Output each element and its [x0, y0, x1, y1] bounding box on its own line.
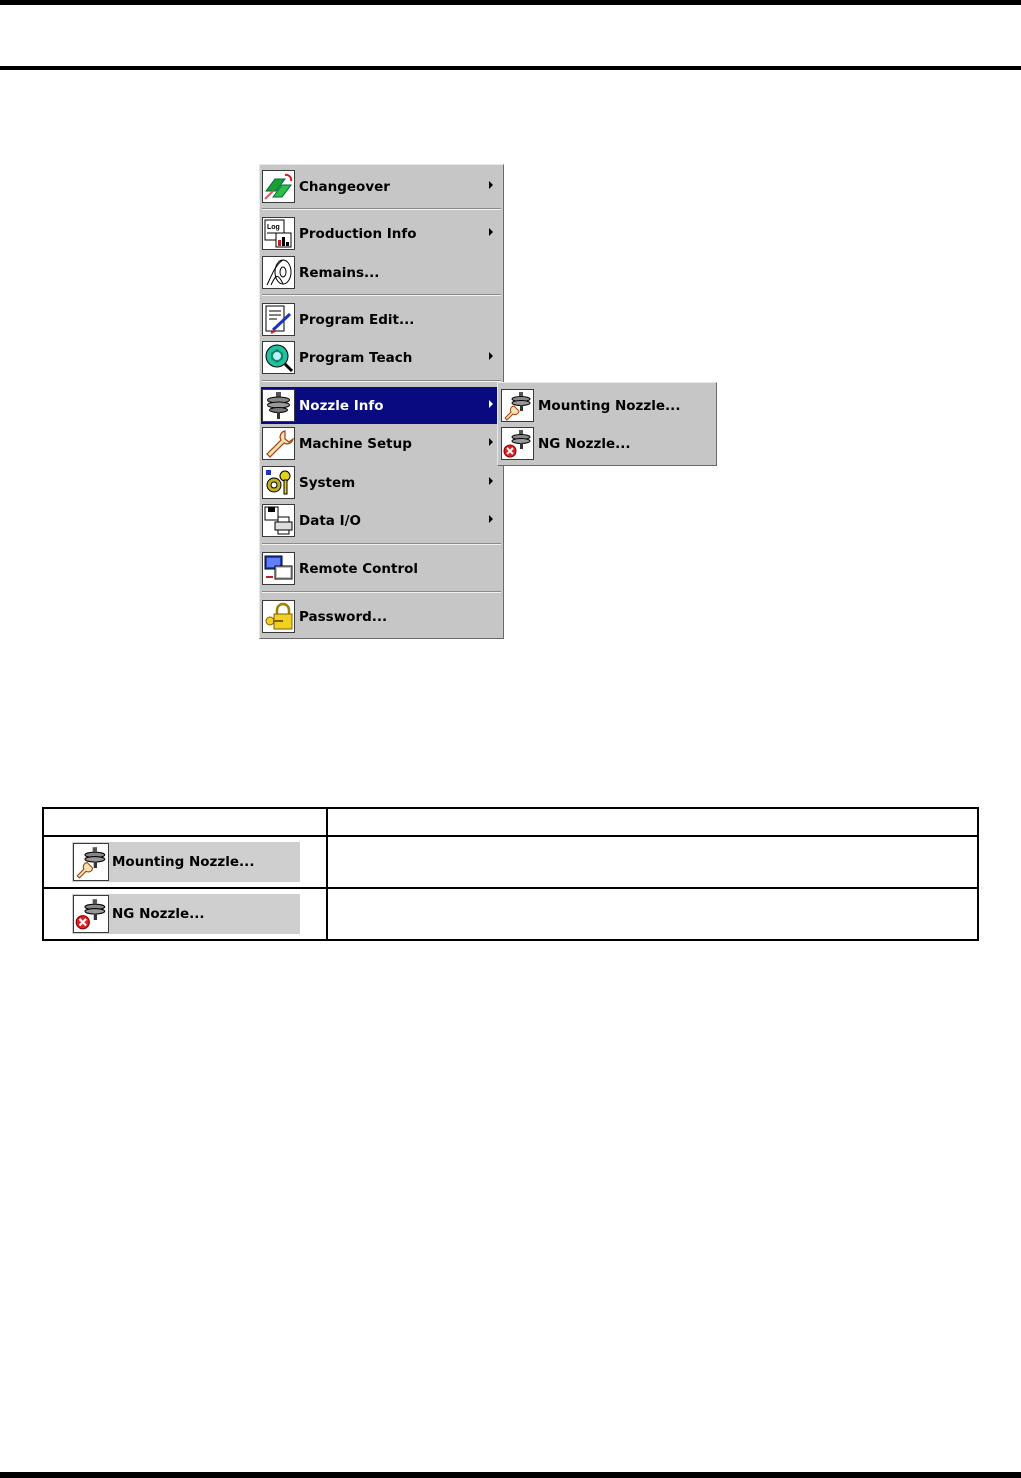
submenu-arrow-icon — [489, 477, 493, 485]
password-icon — [262, 600, 295, 633]
remains-icon — [262, 256, 295, 289]
header-rule — [0, 66, 1021, 70]
menu-separator — [262, 294, 501, 296]
ng-nozzle-chip — [72, 894, 300, 934]
submenu-item-ng-nozzle[interactable] — [500, 425, 714, 462]
submenu-item-mounting-nozzle[interactable] — [500, 387, 714, 424]
menu-item-label: Nozzle Info — [299, 397, 384, 414]
submenu-arrow-icon — [489, 400, 493, 408]
main-menu — [259, 164, 504, 639]
table-cell-description — [327, 888, 978, 940]
menu-item-remains[interactable] — [261, 254, 501, 291]
table-cell-item — [43, 836, 327, 888]
menu-item-label: System — [299, 474, 356, 491]
menu-separator — [262, 543, 501, 545]
submenu-arrow-icon — [489, 228, 493, 236]
menu-item-label: Machine Setup — [299, 435, 412, 452]
menu-separator — [262, 208, 501, 210]
submenu-item-label: Mounting Nozzle... — [538, 397, 681, 414]
mounting-nozzle-icon — [73, 843, 109, 881]
menu-item-production-info[interactable] — [261, 215, 501, 252]
submenu-arrow-icon — [489, 352, 493, 360]
menu-separator — [262, 591, 501, 593]
menu-item-label: Program Teach — [299, 349, 413, 366]
submenu-item-label: NG Nozzle... — [538, 435, 631, 452]
nozzle-info-icon — [262, 389, 295, 422]
menu-item-program-edit[interactable] — [261, 301, 501, 338]
menu-reference-table — [42, 807, 979, 941]
mounting-nozzle-chip — [72, 842, 300, 882]
mounting-nozzle-icon — [501, 389, 534, 422]
program-edit-icon — [262, 303, 295, 336]
menu-item-password[interactable] — [261, 598, 501, 635]
bottom-rule — [0, 1472, 1021, 1478]
svg-text:Log: Log — [267, 224, 280, 231]
menu-item-label: Data I/O — [299, 512, 362, 529]
system-icon — [262, 466, 295, 499]
menu-item-program-teach[interactable] — [261, 339, 501, 376]
table-cell-description — [327, 836, 978, 888]
menu-item-remote-control[interactable] — [261, 550, 501, 587]
chip-label: Mounting Nozzle... — [112, 854, 255, 870]
program-teach-icon — [262, 341, 295, 374]
submenu-arrow-icon — [489, 515, 493, 523]
data-io-icon — [262, 504, 295, 537]
chip-label: NG Nozzle... — [112, 906, 205, 922]
table-row — [43, 836, 978, 888]
table-cell-item — [43, 888, 327, 940]
menu-separator — [262, 380, 501, 382]
menu-item-label: Production Info — [299, 225, 417, 242]
nozzle-info-submenu — [497, 382, 717, 466]
menu-item-label: Remains... — [299, 264, 380, 281]
table-header-cell — [43, 808, 327, 836]
ng-nozzle-icon — [73, 895, 109, 933]
menu-item-label: Changeover — [299, 178, 390, 195]
ng-nozzle-icon — [501, 427, 534, 460]
menu-item-label: Remote Control — [299, 560, 419, 577]
table-header-cell — [327, 808, 978, 836]
submenu-arrow-icon — [489, 438, 493, 446]
menu-item-data-io[interactable] — [261, 502, 501, 539]
machine-setup-icon — [262, 427, 295, 460]
menu-item-machine-setup[interactable] — [261, 425, 501, 462]
changeover-icon — [262, 170, 295, 203]
menu-item-label: Program Edit... — [299, 311, 415, 328]
menu-item-nozzle-info[interactable] — [261, 387, 501, 424]
table-row — [43, 888, 978, 940]
submenu-arrow-icon — [489, 181, 493, 189]
top-rule — [0, 0, 1021, 5]
remote-control-icon — [262, 552, 295, 585]
menu-item-system[interactable] — [261, 464, 501, 501]
table-header-row — [43, 808, 978, 836]
production-info-icon — [262, 217, 295, 250]
menu-item-label: Password... — [299, 608, 388, 625]
menu-item-changeover[interactable] — [261, 168, 501, 205]
